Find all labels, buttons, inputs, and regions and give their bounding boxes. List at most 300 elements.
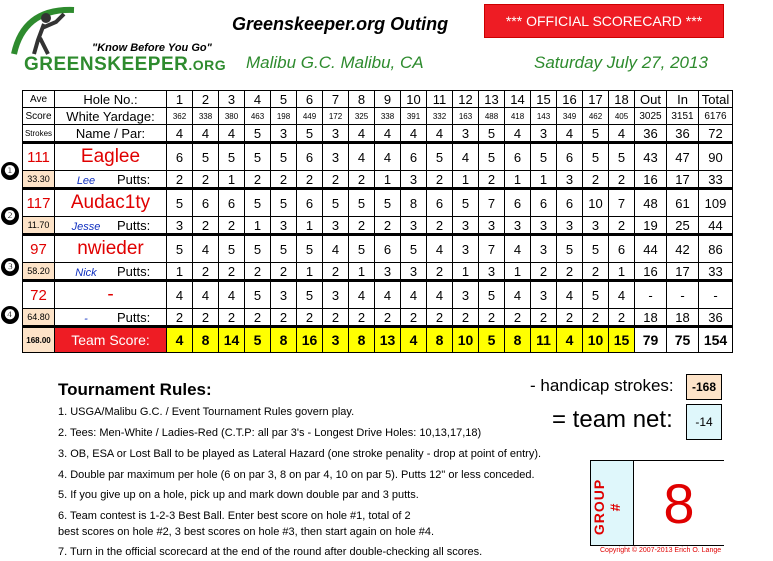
yardage-hole-1: 362 xyxy=(167,108,193,125)
group-label: GROUP # xyxy=(591,478,623,536)
player-1-score-hole-2: 5 xyxy=(193,143,219,171)
player-4-putts-label-cell xyxy=(55,309,167,327)
player-3-putts-hole-2: 2 xyxy=(193,263,219,281)
player-1-putts-hole-2: 2 xyxy=(193,171,219,189)
hole-number-hole-9: 9 xyxy=(375,91,401,108)
player-1-putts-hole-4: 2 xyxy=(245,171,271,189)
player-3-name: nwieder xyxy=(55,235,167,263)
player-2-score-hole-2: 6 xyxy=(193,189,219,217)
rule-item: 6. Team contest is 1-2-3 Best Ball. Enter best score on hole #1, total of 2 xyxy=(58,510,411,522)
team-score-hole-7: 3 xyxy=(323,327,349,353)
player-2-score-hole-6: 6 xyxy=(297,189,323,217)
putts-label: Putts: xyxy=(117,171,151,187)
rule-item: 7. Turn in the official scorecard at the end of the round after double-checking all scores. xyxy=(58,546,483,558)
player-1-score-hole-17: 5 xyxy=(583,143,609,171)
yardage-hole-10: 391 xyxy=(401,108,427,125)
player-2-score-hole-16: 6 xyxy=(557,189,583,217)
handicap-strokes-value: -168 xyxy=(686,374,722,400)
player-2-score-hole-5: 5 xyxy=(271,189,297,217)
player-4-putts-hole-14: 2 xyxy=(505,309,531,327)
player-4-score-hole-16: 4 xyxy=(557,281,583,309)
player-3-handicap: 58.20 xyxy=(23,263,55,281)
player-3-putts-hole-14: 1 xyxy=(505,263,531,281)
player-2-score-hole-17: 10 xyxy=(583,189,609,217)
player-4-putts-hole-11: 2 xyxy=(427,309,453,327)
player-4-putts-hole-16: 2 xyxy=(557,309,583,327)
hole-number-hole-16: 16 xyxy=(557,91,583,108)
player-1-score-hole-9: 4 xyxy=(375,143,401,171)
par-hole-16: 4 xyxy=(557,125,583,143)
player-3-putts-hole-3: 2 xyxy=(219,263,245,281)
player-4-putts-hole-8: 2 xyxy=(349,309,375,327)
player-2-score-hole-12: 5 xyxy=(453,189,479,217)
player-4-putts-in: 18 xyxy=(667,309,699,327)
yardage-hole-18: 405 xyxy=(609,108,635,125)
player-2-putts-hole-12: 3 xyxy=(453,217,479,235)
hole-number-hole-14: 14 xyxy=(505,91,531,108)
group-box xyxy=(590,460,724,546)
player-4-putts-hole-5: 2 xyxy=(271,309,297,327)
rule-item: 3. OB, ESA or Lost Ball to be played as Lateral Hazard (one stroke penality - drop at point of entry). xyxy=(58,448,542,460)
player-3-score-hole-14: 4 xyxy=(505,235,531,263)
hole-number-hole-2: 2 xyxy=(193,91,219,108)
player-2-putts-hole-4: 1 xyxy=(245,217,271,235)
player-1-score-hole-13: 5 xyxy=(479,143,505,171)
par-hole-10: 4 xyxy=(401,125,427,143)
player-4-score-hole-6: 5 xyxy=(297,281,323,309)
rules-title: Tournament Rules: xyxy=(58,380,212,399)
player-1-putts-hole-12: 1 xyxy=(453,171,479,189)
logo-tagline: "Know Before You Go" xyxy=(92,42,212,54)
player-4-score-hole-4: 5 xyxy=(245,281,271,309)
player-4-putts-hole-4: 2 xyxy=(245,309,271,327)
team-value: 168.00 xyxy=(23,327,55,353)
player-2-putts-in: 25 xyxy=(667,217,699,235)
player-2-handicap: 11.70 xyxy=(23,217,55,235)
rule-item: 5. If you give up on a hole, pick up and mark down double par and 3 putts. xyxy=(58,489,419,501)
player-4-putts-hole-2: 2 xyxy=(193,309,219,327)
player-1-putts-hole-3: 1 xyxy=(219,171,245,189)
par-hole-3: 4 xyxy=(219,125,245,143)
player-3-badge: ❸ xyxy=(1,258,19,276)
player-4-putts-total: 36 xyxy=(699,309,733,327)
player-4-score-hole-9: 4 xyxy=(375,281,401,309)
player-1-putts-hole-13: 2 xyxy=(479,171,505,189)
player-1-score-hole-1: 6 xyxy=(167,143,193,171)
player-4-score-hole-12: 3 xyxy=(453,281,479,309)
player-3-score-hole-13: 7 xyxy=(479,235,505,263)
player-4-putts-hole-15: 2 xyxy=(531,309,557,327)
player-3-putts-out: 16 xyxy=(635,263,667,281)
par-hole-7: 3 xyxy=(323,125,349,143)
player-3-score-out: 44 xyxy=(635,235,667,263)
player-1-score-hole-7: 3 xyxy=(323,143,349,171)
putts-label: Putts: xyxy=(117,263,151,279)
player-4-handicap: 64.80 xyxy=(23,309,55,327)
hole-number-hole-5: 5 xyxy=(271,91,297,108)
logo-suffix: .ORG xyxy=(188,57,227,73)
player-1-score-hole-12: 4 xyxy=(453,143,479,171)
player-2-putts-hole-16: 3 xyxy=(557,217,583,235)
player-2-putts-hole-1: 3 xyxy=(167,217,193,235)
team-score-hole-15: 11 xyxy=(531,327,557,353)
player-1-putts-hole-9: 1 xyxy=(375,171,401,189)
player-3-score-hole-10: 5 xyxy=(401,235,427,263)
player-2-putts-hole-9: 2 xyxy=(375,217,401,235)
player-3-score-hole-8: 5 xyxy=(349,235,375,263)
player-4-score-hole-11: 4 xyxy=(427,281,453,309)
team-score-hole-1: 4 xyxy=(167,327,193,353)
team-score-hole-6: 16 xyxy=(297,327,323,353)
yardage-in: 3151 xyxy=(667,108,699,125)
player-2-putts-hole-3: 2 xyxy=(219,217,245,235)
player-1-score-hole-11: 5 xyxy=(427,143,453,171)
player-3-putts-hole-1: 1 xyxy=(167,263,193,281)
player-2-score-out: 48 xyxy=(635,189,667,217)
player-2-putts-hole-2: 2 xyxy=(193,217,219,235)
player-3-score-hole-12: 3 xyxy=(453,235,479,263)
rule-item: 1. USGA/Malibu G.C. / Event Tournament Rules govern play. xyxy=(58,406,355,418)
team-score-hole-10: 4 xyxy=(401,327,427,353)
player-4-score-hole-15: 3 xyxy=(531,281,557,309)
player-1-handicap: 33.30 xyxy=(23,171,55,189)
par-total: 72 xyxy=(699,125,733,143)
team-score-hole-2: 8 xyxy=(193,327,219,353)
rule-item: best scores on hole #2, 3 best scores on hole #3, then start again on hole #4. xyxy=(58,526,435,538)
player-4-score-hole-17: 5 xyxy=(583,281,609,309)
player-4-first-name: - xyxy=(84,312,88,325)
player-4-putts-hole-1: 2 xyxy=(167,309,193,327)
hole-number-hole-3: 3 xyxy=(219,91,245,108)
player-1-putts-hole-1: 2 xyxy=(167,171,193,189)
player-3-putts-hole-10: 3 xyxy=(401,263,427,281)
player-1-putts-hole-15: 1 xyxy=(531,171,557,189)
player-2-putts-row xyxy=(23,217,733,235)
team-score-hole-3: 14 xyxy=(219,327,245,353)
team-score-in: 75 xyxy=(667,327,699,353)
player-2-putts-hole-7: 3 xyxy=(323,217,349,235)
player-1-score-hole-16: 6 xyxy=(557,143,583,171)
team-score-total: 154 xyxy=(699,327,733,353)
player-3-score-hole-5: 5 xyxy=(271,235,297,263)
player-2-score-hole-3: 6 xyxy=(219,189,245,217)
player-4-score-in: - xyxy=(667,281,699,309)
player-1-score-row xyxy=(23,143,733,171)
player-4-putts-hole-7: 2 xyxy=(323,309,349,327)
player-4-putts-out: 18 xyxy=(635,309,667,327)
player-1-putts-in: 17 xyxy=(667,171,699,189)
player-2-score-hole-1: 5 xyxy=(167,189,193,217)
team-score-out: 79 xyxy=(635,327,667,353)
player-1-average: 111 xyxy=(23,143,55,171)
player-2-score-hole-8: 5 xyxy=(349,189,375,217)
player-3-score-total: 86 xyxy=(699,235,733,263)
player-3-putts-hole-13: 3 xyxy=(479,263,505,281)
player-1-score-hole-8: 4 xyxy=(349,143,375,171)
player-2-putts-hole-6: 1 xyxy=(297,217,323,235)
player-2-putts-hole-5: 3 xyxy=(271,217,297,235)
player-4-putts-hole-10: 2 xyxy=(401,309,427,327)
player-4-average: 72 xyxy=(23,281,55,309)
player-3-putts-hole-5: 2 xyxy=(271,263,297,281)
player-3-score-in: 42 xyxy=(667,235,699,263)
par-in: 36 xyxy=(667,125,699,143)
player-4-score-hole-18: 4 xyxy=(609,281,635,309)
player-3-putts-hole-4: 2 xyxy=(245,263,271,281)
player-4-score-row xyxy=(23,281,733,309)
hole-number-hole-13: 13 xyxy=(479,91,505,108)
player-1-putts-hole-18: 2 xyxy=(609,171,635,189)
player-3-putts-in: 17 xyxy=(667,263,699,281)
player-1-score-total: 90 xyxy=(699,143,733,171)
copyright: Copyright © 2007-2013 Erich O. Lange xyxy=(600,547,722,554)
yardage-hole-13: 488 xyxy=(479,108,505,125)
player-1-putts-out: 16 xyxy=(635,171,667,189)
yardage-row xyxy=(23,108,733,125)
hole-number-hole-11: 11 xyxy=(427,91,453,108)
hole-number-hole-15: 15 xyxy=(531,91,557,108)
player-3-putts-row xyxy=(23,263,733,281)
par-hole-18: 4 xyxy=(609,125,635,143)
player-3-score-hole-7: 4 xyxy=(323,235,349,263)
hole-number-hole-10: 10 xyxy=(401,91,427,108)
par-hole-4: 5 xyxy=(245,125,271,143)
yardage-hole-7: 172 xyxy=(323,108,349,125)
player-4-putts-hole-3: 2 xyxy=(219,309,245,327)
player-2-score-hole-11: 6 xyxy=(427,189,453,217)
player-3-putts-hole-8: 1 xyxy=(349,263,375,281)
yardage-label: White Yardage: xyxy=(55,108,167,125)
golfer-logo-icon xyxy=(4,4,94,60)
par-hole-17: 5 xyxy=(583,125,609,143)
par-row xyxy=(23,125,733,143)
player-1-score-hole-6: 6 xyxy=(297,143,323,171)
yardage-hole-17: 462 xyxy=(583,108,609,125)
player-2-putts-hole-15: 3 xyxy=(531,217,557,235)
hole-no-label: Hole No.: xyxy=(55,91,167,108)
player-1-score-in: 47 xyxy=(667,143,699,171)
player-4-score-hole-1: 4 xyxy=(167,281,193,309)
par-hole-5: 3 xyxy=(271,125,297,143)
player-4-score-hole-2: 4 xyxy=(193,281,219,309)
player-4-score-hole-7: 3 xyxy=(323,281,349,309)
yardage-hole-9: 338 xyxy=(375,108,401,125)
hole-number-hole-18: 18 xyxy=(609,91,635,108)
player-3-average: 97 xyxy=(23,235,55,263)
hole-number-hole-1: 1 xyxy=(167,91,193,108)
player-2-score-hole-9: 5 xyxy=(375,189,401,217)
name-par-label: Name / Par: xyxy=(55,125,167,143)
player-2-score-total: 109 xyxy=(699,189,733,217)
player-4-score-total: - xyxy=(699,281,733,309)
yardage-hole-2: 338 xyxy=(193,108,219,125)
player-4-putts-hole-9: 2 xyxy=(375,309,401,327)
player-3-putts-hole-6: 1 xyxy=(297,263,323,281)
player-2-putts-hole-14: 3 xyxy=(505,217,531,235)
yardage-hole-14: 418 xyxy=(505,108,531,125)
player-2-putts-out: 19 xyxy=(635,217,667,235)
yardage-hole-4: 463 xyxy=(245,108,271,125)
team-score-hole-14: 8 xyxy=(505,327,531,353)
player-2-score-in: 61 xyxy=(667,189,699,217)
team-score-label: Team Score: xyxy=(55,327,167,353)
yardage-hole-6: 449 xyxy=(297,108,323,125)
player-1-putts-hole-16: 3 xyxy=(557,171,583,189)
hole-number-hole-4: 4 xyxy=(245,91,271,108)
team-score-hole-13: 5 xyxy=(479,327,505,353)
logo-wordmark xyxy=(24,54,226,76)
player-3-score-hole-11: 4 xyxy=(427,235,453,263)
par-hole-6: 5 xyxy=(297,125,323,143)
player-2-putts-hole-8: 2 xyxy=(349,217,375,235)
player-4-score-hole-10: 4 xyxy=(401,281,427,309)
player-1-score-hole-15: 5 xyxy=(531,143,557,171)
player-1-putts-total: 33 xyxy=(699,171,733,189)
player-3-first-name: Nick xyxy=(75,266,97,279)
player-2-putts-hole-11: 2 xyxy=(427,217,453,235)
par-hole-8: 4 xyxy=(349,125,375,143)
par-hole-2: 4 xyxy=(193,125,219,143)
player-3-score-row xyxy=(23,235,733,263)
player-2-putts-hole-18: 2 xyxy=(609,217,635,235)
player-4-name: - xyxy=(55,281,167,309)
putts-label: Putts: xyxy=(117,309,151,325)
yardage-hole-5: 198 xyxy=(271,108,297,125)
player-2-putts-hole-13: 3 xyxy=(479,217,505,235)
team-score-hole-4: 5 xyxy=(245,327,271,353)
player-1-putts-hole-7: 2 xyxy=(323,171,349,189)
player-3-putts-hole-18: 1 xyxy=(609,263,635,281)
player-3-score-hole-1: 5 xyxy=(167,235,193,263)
player-2-putts-label-cell xyxy=(55,217,167,235)
player-1-badge: ❶ xyxy=(1,162,19,180)
player-2-first-name: Jesse xyxy=(71,220,101,233)
player-3-putts-total: 33 xyxy=(699,263,733,281)
player-2-putts-hole-10: 3 xyxy=(401,217,427,235)
hole-number-hole-8: 8 xyxy=(349,91,375,108)
player-3-putts-hole-7: 2 xyxy=(323,263,349,281)
player-4-putts-hole-6: 2 xyxy=(297,309,323,327)
yardage-hole-16: 349 xyxy=(557,108,583,125)
player-3-score-hole-9: 6 xyxy=(375,235,401,263)
player-4-score-hole-5: 3 xyxy=(271,281,297,309)
team-score-hole-11: 8 xyxy=(427,327,453,353)
team-score-hole-5: 8 xyxy=(271,327,297,353)
player-1-putts-label-cell xyxy=(55,171,167,189)
team-net-label: = team net: xyxy=(552,406,673,433)
player-1-score-hole-3: 5 xyxy=(219,143,245,171)
player-2-score-hole-18: 7 xyxy=(609,189,635,217)
player-1-putts-hole-10: 3 xyxy=(401,171,427,189)
par-hole-14: 4 xyxy=(505,125,531,143)
yardage-hole-12: 163 xyxy=(453,108,479,125)
team-net-value: -14 xyxy=(686,404,722,440)
hole-number-hole-12: 12 xyxy=(453,91,479,108)
player-2-average: 117 xyxy=(23,189,55,217)
player-1-putts-hole-5: 2 xyxy=(271,171,297,189)
outing-title: Greenskeeper.org Outing xyxy=(232,14,449,34)
official-scorecard-banner: *** OFFICIAL SCORECARD *** xyxy=(484,4,724,38)
rule-item: 2. Tees: Men-White / Ladies-Red (C.T.P: all par 3's - Longest Drive Holes: 10,13,17,18) xyxy=(58,427,482,439)
player-3-putts-hole-9: 3 xyxy=(375,263,401,281)
player-1-putts-hole-14: 1 xyxy=(505,171,531,189)
player-3-putts-hole-11: 2 xyxy=(427,263,453,281)
yardage-hole-11: 332 xyxy=(427,108,453,125)
in-header: In xyxy=(667,91,699,108)
par-hole-15: 3 xyxy=(531,125,557,143)
team-score-hole-18: 15 xyxy=(609,327,635,353)
player-2-score-hole-14: 6 xyxy=(505,189,531,217)
team-score-row xyxy=(23,327,733,353)
par-hole-12: 3 xyxy=(453,125,479,143)
rule-item: 4. Double par maximum per hole (6 on par 3, 8 on par 4, 10 on par 5). Putts 12" or less conceded. xyxy=(58,469,535,481)
hole-number-hole-6: 6 xyxy=(297,91,323,108)
player-3-putts-hole-15: 2 xyxy=(531,263,557,281)
team-score-hole-17: 10 xyxy=(583,327,609,353)
player-3-score-hole-18: 6 xyxy=(609,235,635,263)
hole-number-hole-17: 17 xyxy=(583,91,609,108)
strokes-header: Strokes xyxy=(23,125,55,143)
player-4-putts-hole-18: 2 xyxy=(609,309,635,327)
handicap-strokes-label: - handicap strokes: xyxy=(530,376,674,395)
player-2-score-hole-4: 5 xyxy=(245,189,271,217)
player-1-score-hole-5: 5 xyxy=(271,143,297,171)
player-4-putts-hole-13: 2 xyxy=(479,309,505,327)
player-4-badge: ❹ xyxy=(1,306,19,324)
yardage-out: 3025 xyxy=(635,108,667,125)
player-1-name: Eaglee xyxy=(55,143,167,171)
course-name: Malibu G.C. Malibu, CA xyxy=(246,53,424,72)
player-4-score-hole-8: 4 xyxy=(349,281,375,309)
player-1-score-out: 43 xyxy=(635,143,667,171)
group-number: 8 xyxy=(633,461,724,545)
total-header: Total xyxy=(699,91,733,108)
par-hole-11: 4 xyxy=(427,125,453,143)
player-2-putts-hole-17: 3 xyxy=(583,217,609,235)
player-2-score-hole-7: 5 xyxy=(323,189,349,217)
player-2-putts-total: 44 xyxy=(699,217,733,235)
player-3-putts-hole-17: 2 xyxy=(583,263,609,281)
event-date: Saturday July 27, 2013 xyxy=(534,53,708,72)
player-1-score-hole-10: 6 xyxy=(401,143,427,171)
scorecard-table xyxy=(22,90,733,353)
out-header: Out xyxy=(635,91,667,108)
player-3-putts-label-cell xyxy=(55,263,167,281)
player-2-score-row xyxy=(23,189,733,217)
yardage-total: 6176 xyxy=(699,108,733,125)
player-4-score-hole-3: 4 xyxy=(219,281,245,309)
player-4-putts-row xyxy=(23,309,733,327)
player-3-putts-hole-12: 1 xyxy=(453,263,479,281)
player-1-putts-hole-8: 2 xyxy=(349,171,375,189)
player-1-putts-hole-6: 2 xyxy=(297,171,323,189)
putts-label: Putts: xyxy=(117,217,151,233)
par-hole-9: 4 xyxy=(375,125,401,143)
team-score-hole-12: 10 xyxy=(453,327,479,353)
ave-header: Ave xyxy=(23,91,55,108)
player-4-score-hole-13: 5 xyxy=(479,281,505,309)
par-out: 36 xyxy=(635,125,667,143)
player-3-score-hole-16: 5 xyxy=(557,235,583,263)
player-2-score-hole-10: 8 xyxy=(401,189,427,217)
player-3-score-hole-3: 5 xyxy=(219,235,245,263)
player-3-putts-hole-16: 2 xyxy=(557,263,583,281)
player-1-putts-hole-17: 2 xyxy=(583,171,609,189)
par-hole-13: 5 xyxy=(479,125,505,143)
player-4-putts-hole-17: 2 xyxy=(583,309,609,327)
player-3-score-hole-15: 3 xyxy=(531,235,557,263)
player-2-badge: ❷ xyxy=(1,207,19,225)
